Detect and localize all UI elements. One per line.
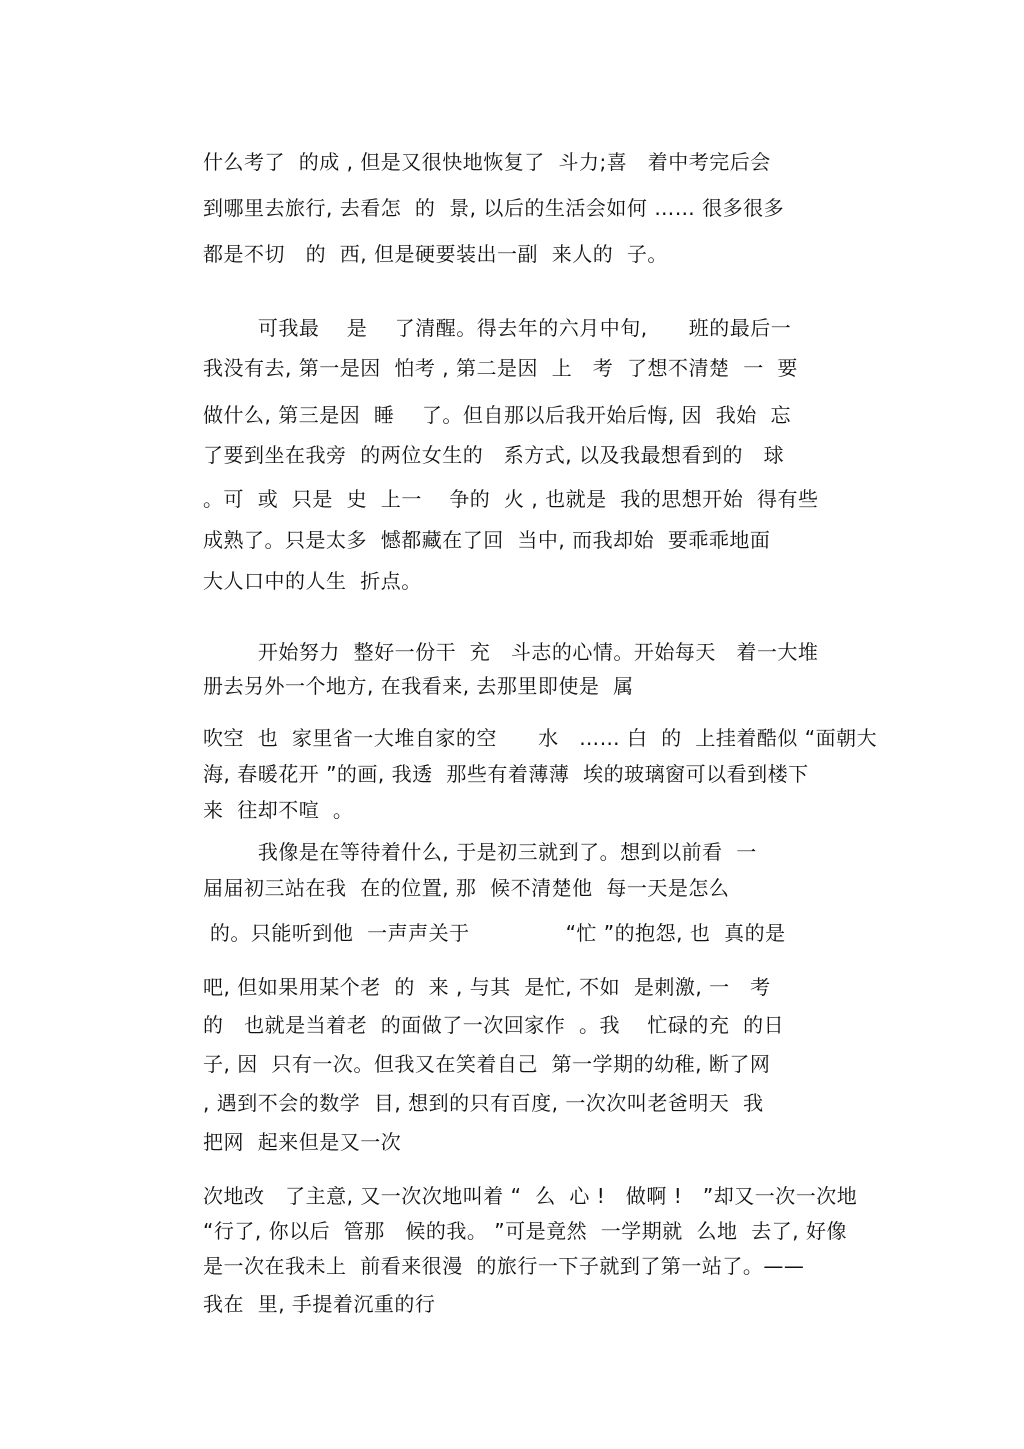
text-line: 到哪里去旅行, 去看怎 的 景, 以后的生活会如何 …… 很多很多 — [203, 196, 785, 220]
text-line: 册去另外一个地方, 在我看来, 去那里即使是 属 — [203, 674, 634, 698]
text-line: 了要到坐在我旁 的两位女生的 系方式, 以及我最想看到的 球 — [203, 443, 785, 467]
text-line: 做什么, 第三是因 睡 了。但自那以后我开始后悔, 因 我始 忘 — [203, 403, 792, 427]
text-line: 开始努力 整好一份干 充 斗志的心情。开始每天 着一大堆 — [203, 640, 819, 664]
text-line: , 遇到不会的数学 目, 想到的只有百度, 一次次叫老爸明天 我 — [203, 1091, 764, 1115]
text-line: 届届初三站在我 在的位置, 那 候不清楚他 每一天是怎么 — [203, 876, 730, 900]
text-line: 吧, 但如果用某个老 的 来 , 与其 是忙, 不如 是刺激, 一 考 — [203, 975, 771, 999]
text-line: 子, 因 只有一次。但我又在笑着自己 第一学期的幼稚, 断了网 — [203, 1052, 771, 1076]
text-line: 我像是在等待着什么, 于是初三就到了。想到以前看 一 — [203, 840, 757, 864]
text-line: “行了, 你以后 管那 候的我。 ”可是竟然 一学期就 么地 去了, 好像 — [203, 1219, 847, 1243]
text-line: 什么考了 的成 , 但是又很快地恢复了 斗力;喜 着中考完后会 — [203, 150, 771, 174]
text-line: 可我最 是 了清醒。得去年的六月中旬, 班的最后一 — [203, 316, 792, 340]
text-line: 。可 或 只是 史 上一 争的 火 , 也就是 我的思想开始 得有些 — [203, 487, 819, 511]
text-line: 吹空 也 家里省一大堆自家的空 水 …… 白 的 上挂着酷似 “面朝大 — [203, 726, 878, 750]
text-line: 的。只能听到他 一声声关于 “忙 ”的抱怨, 也 真的是 — [203, 921, 786, 945]
text-line: 都是不切 的 西, 但是硬要装出一副 来人的 子。 — [203, 242, 668, 266]
text-line: 次地改 了主意, 又一次次地叫着 “ 么 心 ! 做啊 ! ”却又一次一次地 — [203, 1184, 858, 1208]
text-line: 来 往却不喧 。 — [203, 798, 354, 822]
text-line: 把网 起来但是又一次 — [203, 1130, 402, 1154]
text-line: 是一次在我未上 前看来很漫 的旅行一下子就到了第一站了。—— — [203, 1254, 805, 1278]
text-line: 我没有去, 第一是因 怕考 , 第二是因 上 考 了想不清楚 一 要 — [203, 356, 798, 380]
text-line: 的 也就是当着老 的面做了一次回家作 。我 忙碌的充 的日 — [203, 1013, 785, 1037]
text-line: 海, 春暖花开 ”的画, 我透 那些有着薄薄 埃的玻璃窗可以看到楼下 — [203, 762, 809, 786]
text-line: 我在 里, 手提着沉重的行 — [203, 1292, 436, 1316]
text-line: 成熟了。只是太多 憾都藏在了回 当中, 而我却始 要乖乖地面 — [203, 528, 771, 552]
text-line: 大人口中的人生 折点。 — [203, 569, 422, 593]
